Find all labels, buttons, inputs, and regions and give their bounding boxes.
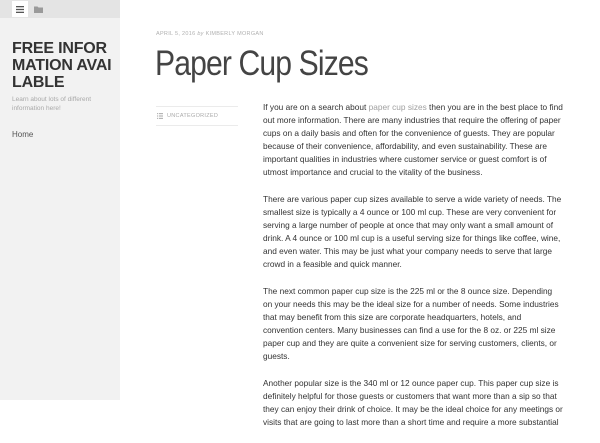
paragraph [263, 101, 563, 179]
category-link[interactable]: UNCATEGORIZED [167, 113, 219, 119]
site-description: Learn about lots of different information here! [12, 96, 92, 112]
paragraph-text: If you are on a search about [263, 102, 369, 112]
sidebar [0, 0, 120, 400]
paragraph: There are various paper cup sizes available to serve a wide variety of needs. The smallest size is typically a 4 ounce or 100 ml cup. These are very convenient for serving a large number of people at once that may only want a small amount of drink. A 4 ounce or 100 ml cup is a useful serving size for things like coffee, wine, and even water. This may be just what your company needs to serve that large crowd in a feasible and quick manner. [263, 194, 562, 269]
paragraph: Another popular size is the 340 ml or 12 ounce paper cup. This paper cup size is definitely helpful for those guests or customers that want more than a sip so that they can enjoy their drink of choice. It may be the ideal choice for any meetings or visits that are going to last more than a short time and require a more substantial [263, 378, 563, 427]
folder-icon[interactable] [30, 1, 46, 17]
post-meta [156, 31, 264, 37]
menu-icon[interactable] [12, 1, 28, 17]
post-by: by [197, 31, 204, 37]
post-author[interactable]: KIMBERLY MORGAN [205, 31, 264, 37]
sidebar-toolbar [0, 0, 120, 18]
paragraph-text: then you are in the best place to find out more information. There are many industries that require the offering of paper cups on a daily basis and often for the convenience of guests. They are popular because of their convenience, affordability, and even sustainability. These are important qualities in industries where customer service or guest comfort is of utmost importance and crucial to the vitality of the business. [263, 102, 563, 177]
paragraph: The next common paper cup size is the 225 ml or the 8 ounce size. Depending on your needs this may be the ideal size for a number of needs. Some industries that may benefit from this size are corporate headquarters, hotels, and convention centers. Many businesses can find a use for the 8 oz. or 225 ml size paper cup and they are quite a convenient size for serving customers, clients, or guests. [263, 286, 559, 361]
post-content [263, 101, 563, 443]
post-date[interactable]: APRIL 5, 2016 [156, 31, 196, 37]
nav-item-home[interactable]: Home [12, 130, 34, 139]
page-title: Paper Cup Sizes [155, 44, 368, 83]
site-title[interactable]: FREE INFORMATION AVAILABLE [12, 40, 112, 91]
paper-cup-sizes-link[interactable]: paper cup sizes [368, 102, 427, 112]
list-icon [157, 113, 163, 119]
post-category-box [156, 106, 238, 126]
